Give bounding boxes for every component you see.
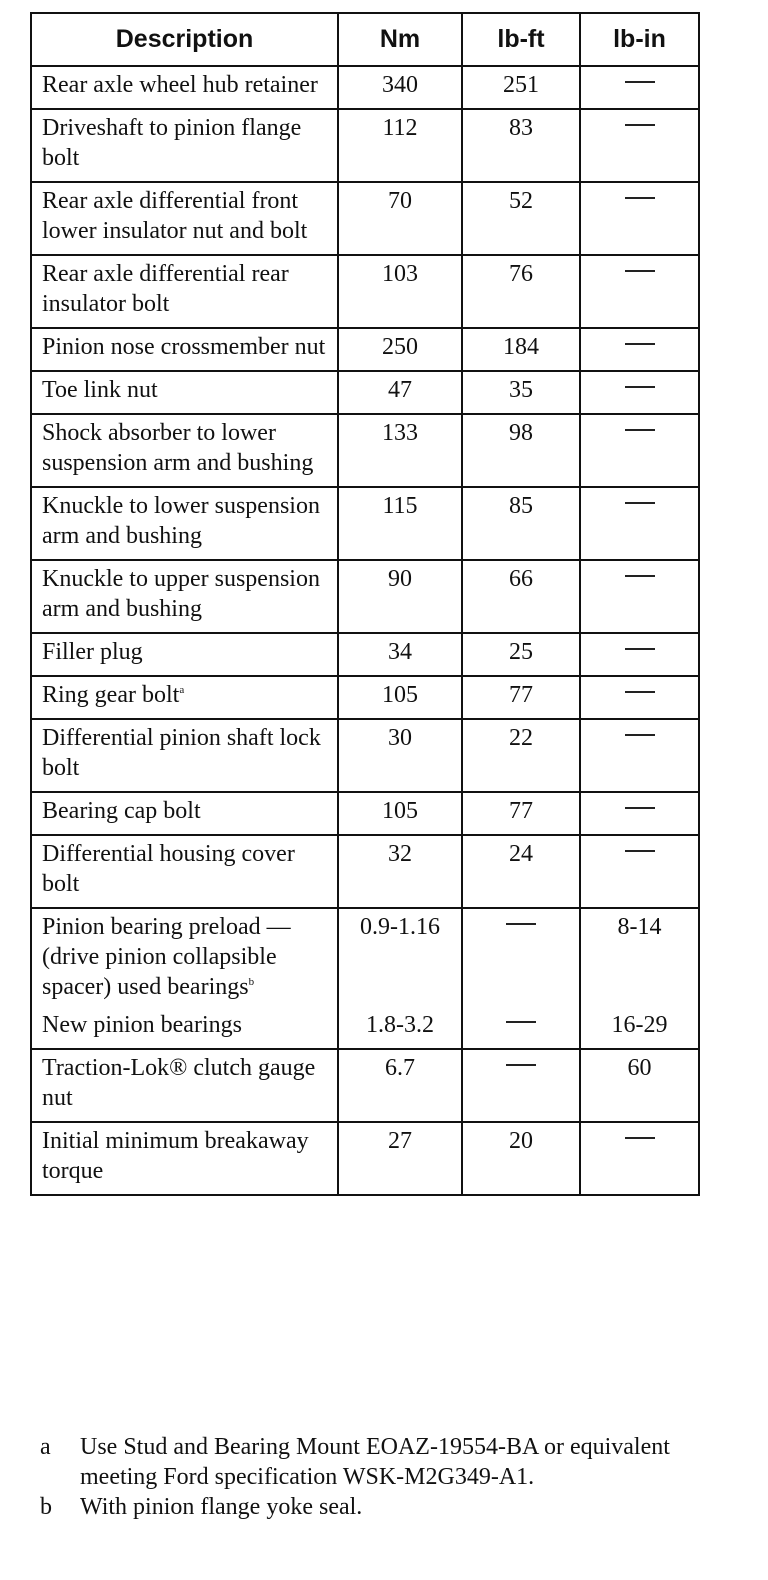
table-row bbox=[31, 371, 699, 414]
table-row bbox=[31, 1010, 699, 1049]
table-body bbox=[31, 66, 699, 1195]
nm-cell: 133 bbox=[338, 414, 462, 487]
dash-mark bbox=[625, 575, 655, 577]
description-text: Pinion nose crossmember nut bbox=[42, 334, 326, 360]
lb-in-cell bbox=[580, 66, 699, 109]
dash-mark bbox=[625, 648, 655, 650]
description-text: Toe link nut bbox=[42, 377, 158, 403]
lb-ft-cell: 83 bbox=[462, 109, 580, 182]
table-row bbox=[31, 255, 699, 328]
table-row bbox=[31, 1049, 699, 1122]
description-text: Differential pinion shaft lock bolt bbox=[42, 725, 321, 781]
description-text: Ring gear bolt bbox=[42, 682, 180, 708]
lb-ft-cell: 251 bbox=[462, 66, 580, 109]
description-cell bbox=[31, 414, 338, 487]
nm-cell: 34 bbox=[338, 633, 462, 676]
dash-mark bbox=[625, 386, 655, 388]
table-row bbox=[31, 908, 699, 1010]
lb-ft-cell: 85 bbox=[462, 487, 580, 560]
description-cell bbox=[31, 1122, 338, 1195]
description-cell bbox=[31, 255, 338, 328]
dash-mark bbox=[625, 850, 655, 852]
nm-cell: 115 bbox=[338, 487, 462, 560]
description-cell bbox=[31, 676, 338, 719]
nm-cell: 250 bbox=[338, 328, 462, 371]
dash-mark bbox=[625, 343, 655, 345]
dash-mark bbox=[625, 124, 655, 126]
description-cell bbox=[31, 66, 338, 109]
description-cell bbox=[31, 109, 338, 182]
header-lb-in: lb-in bbox=[580, 13, 699, 66]
description-text: Differential housing cover bolt bbox=[42, 841, 295, 897]
table-row bbox=[31, 328, 699, 371]
description-text: Shock absorber to lower suspension arm and bushing bbox=[42, 420, 314, 476]
table-row bbox=[31, 414, 699, 487]
lb-ft-cell: 25 bbox=[462, 633, 580, 676]
description-cell bbox=[31, 328, 338, 371]
table-row bbox=[31, 560, 699, 633]
description-cell bbox=[31, 1049, 338, 1122]
nm-cell: 30 bbox=[338, 719, 462, 792]
header-lb-ft: lb-ft bbox=[462, 13, 580, 66]
lb-ft-cell: 24 bbox=[462, 835, 580, 908]
lb-in-cell bbox=[580, 1122, 699, 1195]
lb-ft-cell bbox=[462, 1049, 580, 1122]
description-text: Driveshaft to pinion flange bolt bbox=[42, 115, 302, 171]
description-text: Bearing cap bolt bbox=[42, 798, 201, 824]
nm-cell: 105 bbox=[338, 676, 462, 719]
nm-cell: 6.7 bbox=[338, 1049, 462, 1122]
table-row bbox=[31, 633, 699, 676]
footnote-text: Use Stud and Bearing Mount EOAZ-19554-BA or equivalent meeting Ford specification WSK-M2G349-A1. bbox=[80, 1434, 670, 1490]
description-text: Rear axle wheel hub retainer bbox=[42, 72, 318, 98]
table-row bbox=[31, 487, 699, 560]
nm-cell: 90 bbox=[338, 560, 462, 633]
footnote-marker: b bbox=[40, 1494, 52, 1520]
description-text: Rear axle differential rear insulator bolt bbox=[42, 261, 289, 317]
nm-cell: 112 bbox=[338, 109, 462, 182]
dash-mark bbox=[625, 691, 655, 693]
nm-cell: 27 bbox=[338, 1122, 462, 1195]
dash-mark bbox=[506, 923, 536, 925]
footnotes bbox=[40, 1432, 740, 1522]
table-row bbox=[31, 792, 699, 835]
description-text: Knuckle to upper suspension arm and bushing bbox=[42, 566, 320, 622]
lb-in-cell bbox=[580, 371, 699, 414]
lb-in-cell bbox=[580, 792, 699, 835]
dash-mark bbox=[625, 502, 655, 504]
nm-cell: 47 bbox=[338, 371, 462, 414]
description-cell bbox=[31, 487, 338, 560]
dash-mark bbox=[625, 734, 655, 736]
nm-cell: 32 bbox=[338, 835, 462, 908]
description-cell bbox=[31, 633, 338, 676]
dash-mark bbox=[625, 1137, 655, 1139]
nm-cell: 1.8-3.2 bbox=[338, 1010, 462, 1049]
description-cell bbox=[31, 560, 338, 633]
footnote-marker: a bbox=[179, 684, 185, 696]
footnote bbox=[40, 1492, 740, 1522]
description-cell bbox=[31, 182, 338, 255]
dash-mark bbox=[625, 270, 655, 272]
nm-cell: 70 bbox=[338, 182, 462, 255]
description-cell bbox=[31, 792, 338, 835]
lb-ft-cell: 20 bbox=[462, 1122, 580, 1195]
lb-in-cell bbox=[580, 487, 699, 560]
nm-cell: 0.9-1.16 bbox=[338, 908, 462, 1010]
lb-in-cell bbox=[580, 633, 699, 676]
description-cell bbox=[31, 371, 338, 414]
lb-in-cell: 16-29 bbox=[580, 1010, 699, 1049]
lb-in-cell: 60 bbox=[580, 1049, 699, 1122]
table-row bbox=[31, 676, 699, 719]
description-text: Rear axle differential front lower insulator nut and bolt bbox=[42, 188, 308, 244]
table-row bbox=[31, 1122, 699, 1195]
lb-ft-cell: 77 bbox=[462, 792, 580, 835]
lb-in-cell bbox=[580, 328, 699, 371]
table-row bbox=[31, 835, 699, 908]
lb-in-cell bbox=[580, 835, 699, 908]
description-cell bbox=[31, 908, 338, 1010]
footnote-text: With pinion flange yoke seal. bbox=[80, 1494, 363, 1520]
lb-ft-cell: 77 bbox=[462, 676, 580, 719]
dash-mark bbox=[625, 197, 655, 199]
nm-cell: 103 bbox=[338, 255, 462, 328]
header-description: Description bbox=[31, 13, 338, 66]
lb-in-cell bbox=[580, 560, 699, 633]
description-text: Filler plug bbox=[42, 639, 143, 665]
description-text: Traction-Lok® clutch gauge nut bbox=[42, 1055, 316, 1111]
lb-ft-cell bbox=[462, 1010, 580, 1049]
lb-ft-cell: 52 bbox=[462, 182, 580, 255]
lb-ft-cell: 76 bbox=[462, 255, 580, 328]
dash-mark bbox=[506, 1021, 536, 1023]
torque-spec-table bbox=[30, 12, 700, 1196]
table-header-row bbox=[31, 13, 699, 66]
description-cell bbox=[31, 1010, 338, 1049]
lb-ft-cell: 35 bbox=[462, 371, 580, 414]
lb-ft-cell bbox=[462, 908, 580, 1010]
table-row bbox=[31, 66, 699, 109]
table-row bbox=[31, 719, 699, 792]
lb-in-cell bbox=[580, 676, 699, 719]
nm-cell: 340 bbox=[338, 66, 462, 109]
description-text: New pinion bearings bbox=[42, 1012, 242, 1038]
description-text: Initial minimum breakaway torque bbox=[42, 1128, 309, 1184]
lb-ft-cell: 184 bbox=[462, 328, 580, 371]
footnote-marker: b bbox=[248, 976, 255, 988]
footnote bbox=[40, 1432, 740, 1492]
description-cell bbox=[31, 719, 338, 792]
header-nm: Nm bbox=[338, 13, 462, 66]
description-cell bbox=[31, 835, 338, 908]
lb-ft-cell: 98 bbox=[462, 414, 580, 487]
lb-in-cell bbox=[580, 414, 699, 487]
lb-in-cell: 8-14 bbox=[580, 908, 699, 1010]
footnote-marker: a bbox=[40, 1434, 51, 1460]
description-text: Pinion bearing preload — (drive pinion collapsible spacer) used bearings bbox=[42, 914, 291, 1000]
dash-mark bbox=[506, 1064, 536, 1066]
dash-mark bbox=[625, 429, 655, 431]
lb-in-cell bbox=[580, 182, 699, 255]
lb-in-cell bbox=[580, 719, 699, 792]
table-row bbox=[31, 182, 699, 255]
nm-cell: 105 bbox=[338, 792, 462, 835]
table-row bbox=[31, 109, 699, 182]
lb-in-cell bbox=[580, 109, 699, 182]
dash-mark bbox=[625, 807, 655, 809]
lb-ft-cell: 22 bbox=[462, 719, 580, 792]
lb-in-cell bbox=[580, 255, 699, 328]
description-text: Knuckle to lower suspension arm and bushing bbox=[42, 493, 320, 549]
dash-mark bbox=[625, 81, 655, 83]
lb-ft-cell: 66 bbox=[462, 560, 580, 633]
